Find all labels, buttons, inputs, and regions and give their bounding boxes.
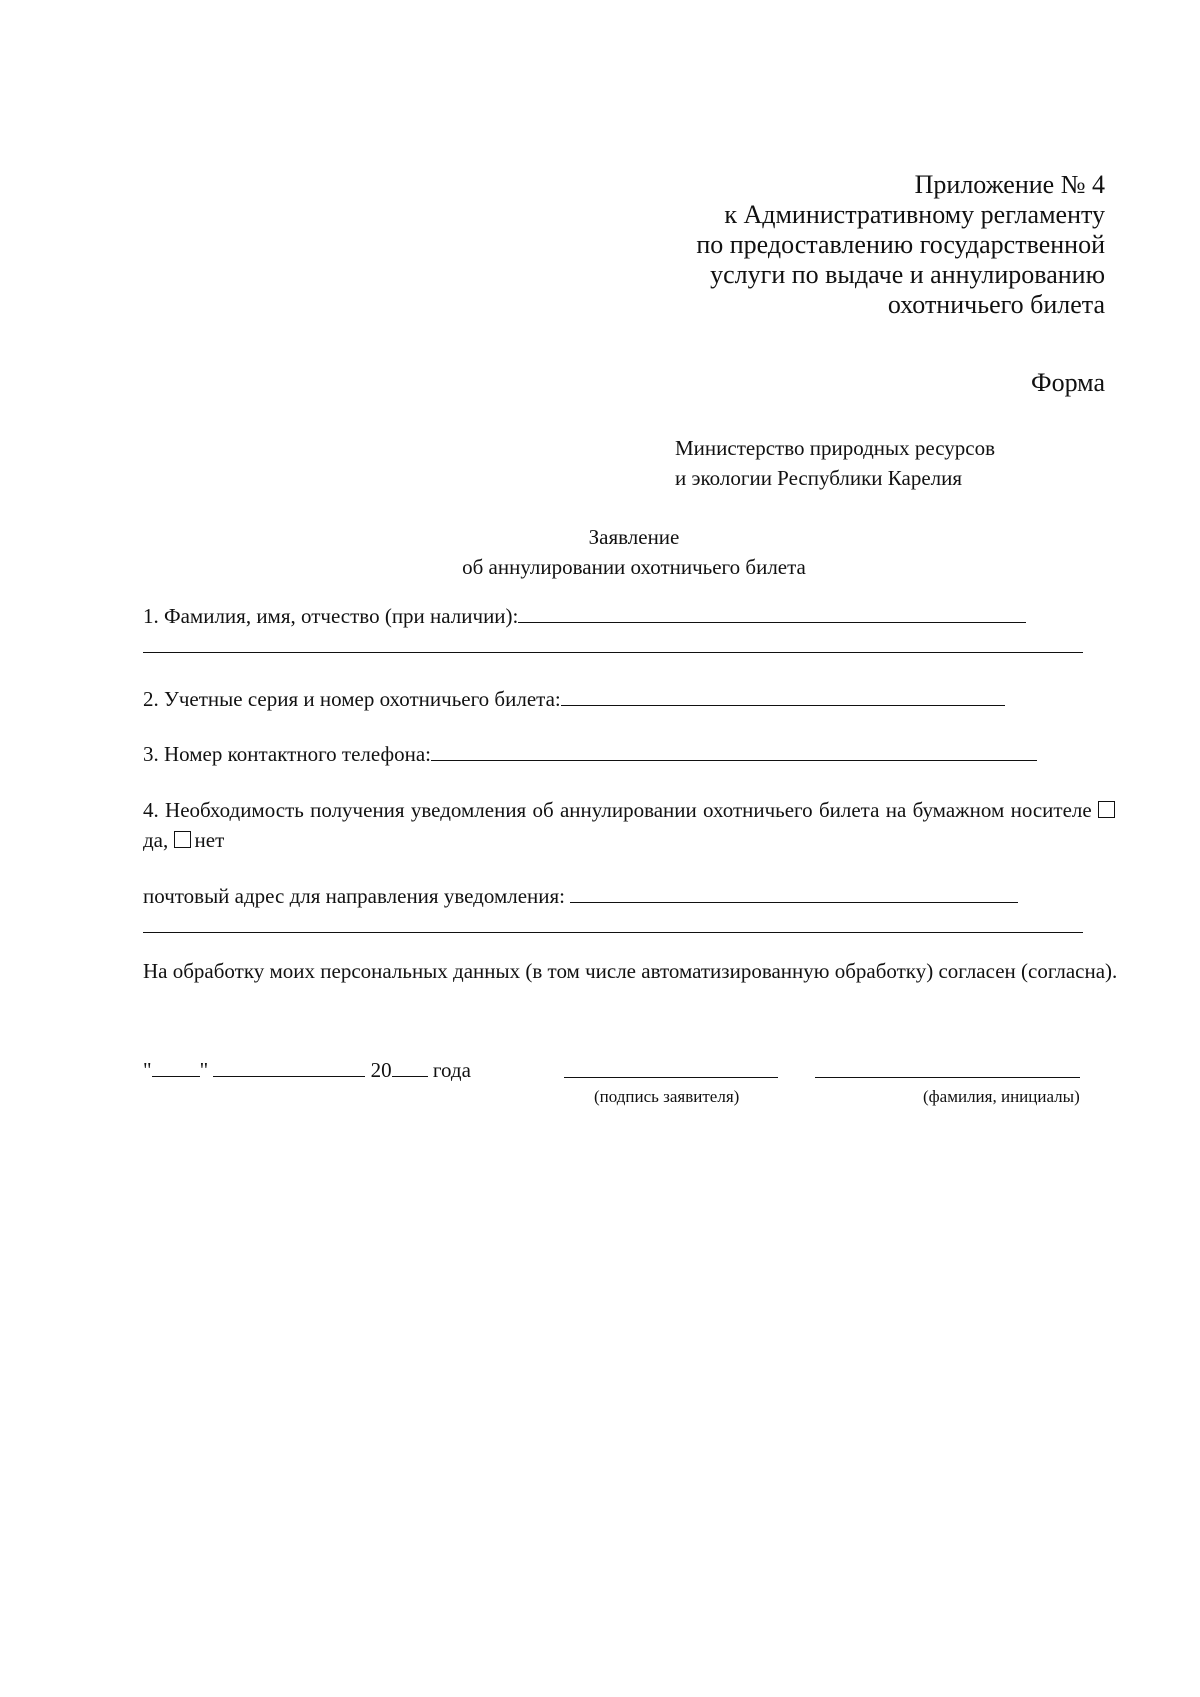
phone-field[interactable]	[431, 738, 1037, 761]
addressee-line: Министерство природных ресурсов	[675, 436, 996, 460]
signature-field[interactable]	[564, 1077, 778, 1078]
yes-checkbox[interactable]	[1098, 801, 1115, 818]
postal-field[interactable]	[570, 880, 1018, 903]
ticket-label: 2. Учетные серия и номер охотничьего билета:	[143, 687, 561, 711]
appendix-line: Приложение № 4	[914, 170, 1105, 199]
fio-label: 1. Фамилия, имя, отчество (при наличии):	[143, 604, 519, 628]
year-suffix: года	[432, 1058, 471, 1082]
ticket-row	[143, 683, 1005, 714]
fio-row	[143, 600, 1026, 631]
ticket-field[interactable]	[561, 683, 1005, 706]
signature-caption: (подпись заявителя)	[594, 1087, 740, 1106]
appendix-line: к Административному регламенту	[724, 200, 1105, 229]
year-prefix: 20	[370, 1058, 392, 1082]
year-field[interactable]	[392, 1054, 428, 1077]
fio-field-continuation[interactable]	[143, 652, 1083, 653]
appendix-line: по предоставлению государственной	[696, 230, 1105, 259]
appendix-header	[696, 170, 1105, 320]
quote-close: "	[199, 1058, 209, 1082]
name-caption: (фамилия, инициалы)	[923, 1087, 1080, 1106]
postal-label: почтовый адрес для направления уведомления:	[143, 884, 566, 908]
consent-text: На обработку моих персональных данных (в том числе автоматизированную обработку) согласен (согласна).	[143, 959, 1118, 983]
postal-row	[143, 880, 1018, 911]
phone-label: 3. Номер контактного телефона:	[143, 742, 431, 766]
yes-label: да,	[143, 828, 169, 852]
document-title	[0, 522, 1200, 582]
day-field[interactable]	[152, 1054, 200, 1077]
title-line: об аннулировании охотничьего билета	[462, 555, 806, 579]
addressee	[675, 433, 995, 493]
fio-field[interactable]	[518, 600, 1026, 623]
no-checkbox[interactable]	[174, 831, 191, 848]
date-row	[143, 1054, 471, 1085]
phone-row	[143, 738, 1037, 769]
quote-open: "	[143, 1058, 152, 1082]
paper-notice-text: 4. Необходимость получения уведомления об аннулировании охотничьего билета на бумажном носителе	[143, 798, 1092, 822]
name-initials-field[interactable]	[815, 1077, 1080, 1078]
title-line: Заявление	[588, 525, 680, 549]
appendix-line: охотничьего билета	[887, 290, 1105, 319]
form-label: Форма	[1031, 368, 1105, 397]
month-field[interactable]	[213, 1054, 365, 1077]
postal-field-continuation[interactable]	[143, 932, 1083, 933]
addressee-line: и экологии Республики Карелия	[675, 466, 963, 490]
no-label: нет	[194, 828, 225, 852]
paper-notice-item	[143, 795, 1119, 855]
appendix-line: услуги по выдаче и аннулированию	[710, 260, 1105, 289]
